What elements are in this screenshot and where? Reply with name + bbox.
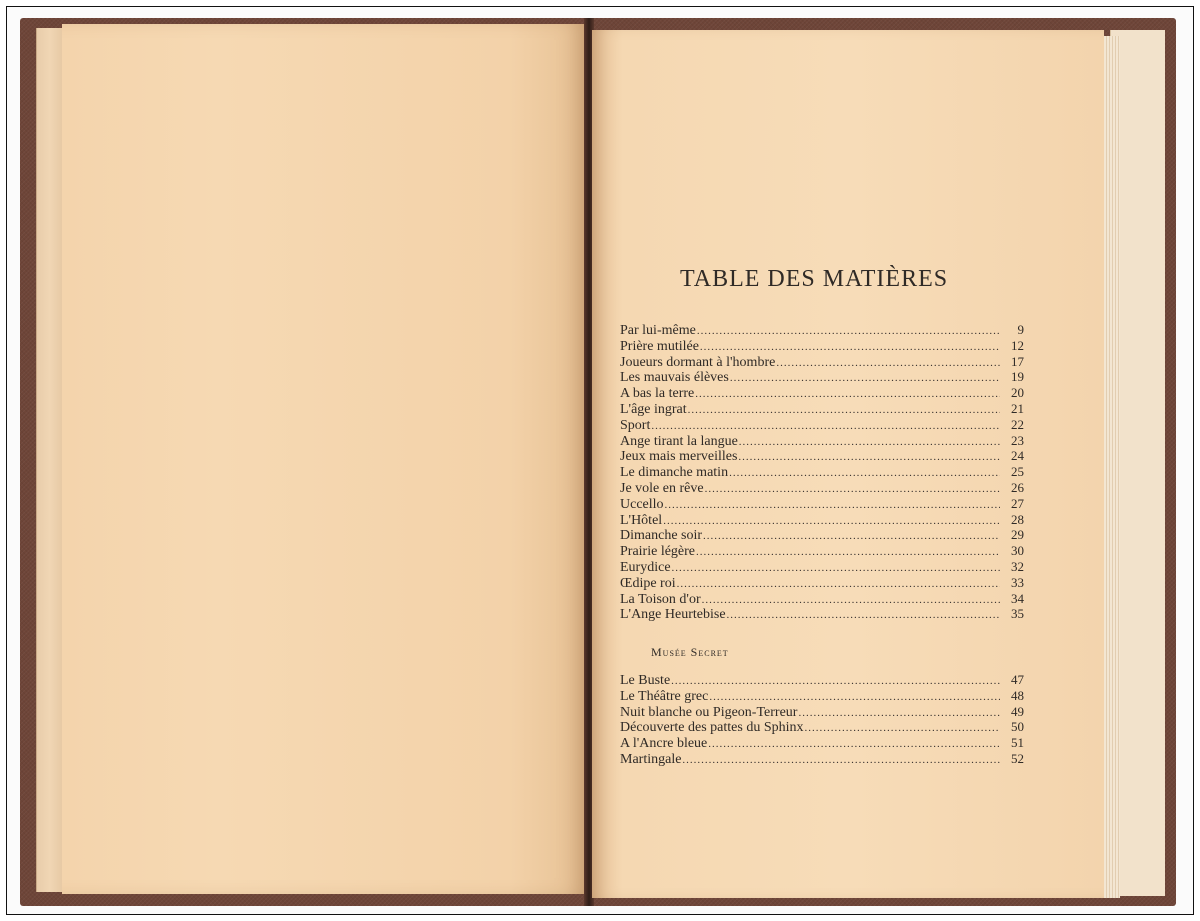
toc-title: TABLE DES MATIÈRES [680, 266, 949, 292]
toc-leader-dots [738, 450, 1000, 466]
toc-entry-title: Prairie légère [620, 544, 696, 560]
toc-entry-page: 32 [1011, 558, 1024, 574]
toc-entry-page: 20 [1011, 385, 1024, 401]
toc-entry [620, 527, 1024, 543]
toc-leader-dots [688, 403, 1000, 419]
toc-leader-dots [703, 529, 1000, 545]
toc-entry [620, 719, 1024, 735]
toc-entry-title: L'âge ingrat [620, 401, 687, 417]
toc-entry-page: 24 [1011, 448, 1024, 464]
toc-entry-page: 34 [1011, 590, 1024, 606]
toc-entry-title: Le Buste [620, 673, 671, 688]
left-page-blank [62, 24, 588, 894]
toc-entry-page: 29 [1011, 527, 1024, 543]
toc-entry-title: Dimanche soir [620, 528, 703, 544]
toc-leader-dots [682, 753, 1000, 769]
toc-leader-dots [663, 514, 1000, 530]
toc-entry-title: Le Théâtre grec [620, 688, 709, 704]
toc-leader-dots [739, 435, 1000, 451]
toc-leader-dots [705, 482, 1000, 498]
toc-entry [620, 464, 1024, 480]
toc-leader-dots [665, 498, 1000, 514]
toc-leader-dots [651, 419, 1000, 435]
toc-entry-page: 26 [1011, 479, 1024, 495]
toc-entry-title: Le dimanche matin [620, 465, 729, 481]
toc-list [620, 322, 1024, 622]
toc-entry-page: 28 [1011, 511, 1024, 527]
toc-entry [620, 354, 1024, 370]
toc-entry-title: Eurydice [620, 559, 671, 575]
section-heading: Musée Secret [651, 645, 729, 659]
toc-entry-title: Uccello [620, 496, 664, 512]
toc-entry-page: 51 [1011, 735, 1024, 751]
toc-entry-title: Découverte des pattes du Sphinx [620, 720, 804, 736]
toc-entry-page: 23 [1011, 432, 1024, 448]
toc-entry [620, 512, 1024, 528]
toc-entry-title: Nuit blanche ou Pigeon-Terreur [620, 704, 798, 720]
toc-entry-title: A l'Ancre bleue [620, 736, 708, 752]
toc-leader-dots [729, 466, 1000, 482]
toc-entry-page: 17 [1011, 353, 1024, 369]
toc-leader-dots [709, 690, 1000, 706]
toc-entry-title: Joueurs dormant à l'hombre [620, 354, 776, 370]
toc-entry-title: Sport [620, 417, 651, 433]
toc-entry [620, 751, 1024, 767]
toc-entry [620, 480, 1024, 496]
toc-entry-page: 49 [1011, 703, 1024, 719]
toc-leader-dots [677, 577, 1000, 593]
toc-entry-page: 25 [1011, 464, 1024, 480]
toc-entry-title: La Toison d'or [620, 591, 701, 607]
toc-leader-dots [671, 674, 1000, 690]
toc-entry-title: Jeux mais merveilles [620, 449, 738, 465]
toc-leader-dots [727, 608, 1000, 624]
toc-entry-page: 19 [1011, 369, 1024, 385]
toc-entry [620, 433, 1024, 449]
toc-entry-title: L'Hôtel [620, 512, 663, 528]
toc-entry-page: 33 [1011, 574, 1024, 590]
toc-entry-page: 27 [1011, 495, 1024, 511]
toc-entry [620, 369, 1024, 385]
toc-leader-dots [672, 561, 1000, 577]
toc-entry [620, 704, 1024, 720]
toc-entry [620, 606, 1024, 622]
toc-entry [620, 322, 1024, 338]
toc-entry [620, 385, 1024, 401]
toc-entry-page: 35 [1011, 606, 1024, 622]
toc-entry-page: 30 [1011, 543, 1024, 559]
toc-entry-title: Martingale [620, 751, 682, 767]
toc-entry-page: 21 [1011, 400, 1024, 416]
toc-entry [620, 448, 1024, 464]
toc-entry-title: Je vole en rêve [620, 480, 704, 496]
toc-leader-dots [702, 593, 1000, 609]
toc-entry-page: 22 [1011, 416, 1024, 432]
toc-entry [620, 688, 1024, 704]
toc-leader-dots [696, 545, 1000, 561]
toc-entry-page: 47 [1011, 672, 1024, 687]
toc-leader-dots [700, 340, 1000, 356]
toc-entry-title: A bas la terre [620, 386, 695, 402]
toc-entry-title: Par lui-même [620, 323, 696, 338]
toc-entry [620, 543, 1024, 559]
toc-leader-dots [798, 706, 1000, 722]
toc-entry-title: Prière mutilée [620, 338, 699, 354]
toc-entry-page: 12 [1011, 337, 1024, 353]
toc-entry [620, 401, 1024, 417]
toc-entry-page: 52 [1011, 750, 1024, 766]
toc-leader-dots [697, 324, 1000, 340]
toc-entry-page: 9 [1017, 322, 1024, 337]
toc-entry-title: L'Ange Heurtebise [620, 607, 726, 623]
toc-entry-page: 50 [1011, 719, 1024, 735]
toc-entry-title: Ange tirant la langue [620, 433, 738, 449]
toc-entry [620, 338, 1024, 354]
toc-leader-dots [708, 737, 1000, 753]
toc-entry [620, 417, 1024, 433]
toc-leader-dots [776, 356, 1000, 372]
toc-leader-dots [695, 387, 1000, 403]
toc-entry [620, 559, 1024, 575]
toc-entry [620, 591, 1024, 607]
toc-leader-dots [730, 371, 1000, 387]
toc-entry [620, 575, 1024, 591]
toc-entry [620, 672, 1024, 688]
toc-entry [620, 496, 1024, 512]
section-toc-list [620, 672, 1024, 767]
toc-entry-page: 48 [1011, 687, 1024, 703]
toc-entry [620, 735, 1024, 751]
toc-leader-dots [805, 721, 1000, 737]
toc-entry-title: Les mauvais élèves [620, 370, 729, 386]
toc-entry-title: Œdipe roi [620, 575, 676, 591]
